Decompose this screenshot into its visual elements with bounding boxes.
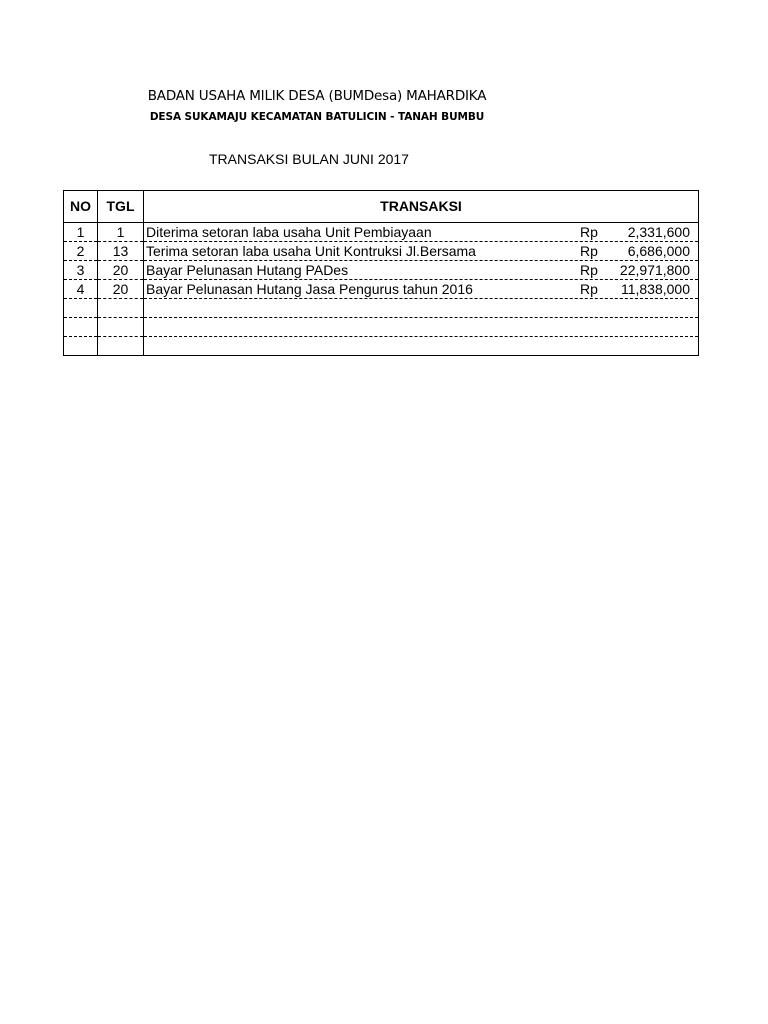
row-no: 3 xyxy=(64,261,98,280)
row-amount: 22,971,800 xyxy=(619,262,690,278)
table-row xyxy=(64,223,699,242)
row-transaction xyxy=(144,242,699,261)
empty-row xyxy=(64,299,699,318)
row-currency: Rp xyxy=(580,224,598,240)
row-tgl: 20 xyxy=(98,280,144,299)
table-header-row xyxy=(64,191,699,223)
row-amount: 6,686,000 xyxy=(627,243,690,259)
row-description: Bayar Pelunasan Hutang Jasa Pengurus tahun 2016 xyxy=(146,281,473,297)
row-currency: Rp xyxy=(580,243,598,259)
org-location: DESA SUKAMAJU KECAMATAN BATULICIN - TANAH BUMBU xyxy=(149,111,485,123)
row-no: 1 xyxy=(64,223,98,242)
empty-row xyxy=(64,318,699,337)
row-transaction xyxy=(144,261,699,280)
table-row xyxy=(64,261,699,280)
row-transaction xyxy=(144,223,699,242)
empty-row xyxy=(64,337,699,356)
row-description: Diterima setoran laba usaha Unit Pembiayaan xyxy=(146,224,432,240)
row-tgl: 13 xyxy=(98,242,144,261)
row-tgl: 20 xyxy=(98,261,144,280)
org-title: BADAN USAHA MILIK DESA (BUMDesa) MAHARDIKA xyxy=(147,88,487,104)
transaction-table xyxy=(63,190,699,356)
row-tgl: 1 xyxy=(98,223,144,242)
row-currency: Rp xyxy=(580,262,598,278)
row-no: 4 xyxy=(64,280,98,299)
column-header-tgl: TGL xyxy=(98,191,144,223)
table-row xyxy=(64,280,699,299)
column-header-no: NO xyxy=(64,191,98,223)
row-amount: 2,331,600 xyxy=(627,224,690,240)
row-currency: Rp xyxy=(580,281,598,297)
report-title: TRANSAKSI BULAN JUNI 2017 xyxy=(209,151,409,167)
row-no: 2 xyxy=(64,242,98,261)
column-header-transaksi: TRANSAKSI xyxy=(144,191,699,223)
row-description: Bayar Pelunasan Hutang PADes xyxy=(146,262,349,278)
row-amount: 11,838,000 xyxy=(620,281,690,297)
row-description: Terima setoran laba usaha Unit Kontruksi Jl.Bersama xyxy=(146,243,476,259)
row-transaction xyxy=(144,280,699,299)
table-row xyxy=(64,242,699,261)
